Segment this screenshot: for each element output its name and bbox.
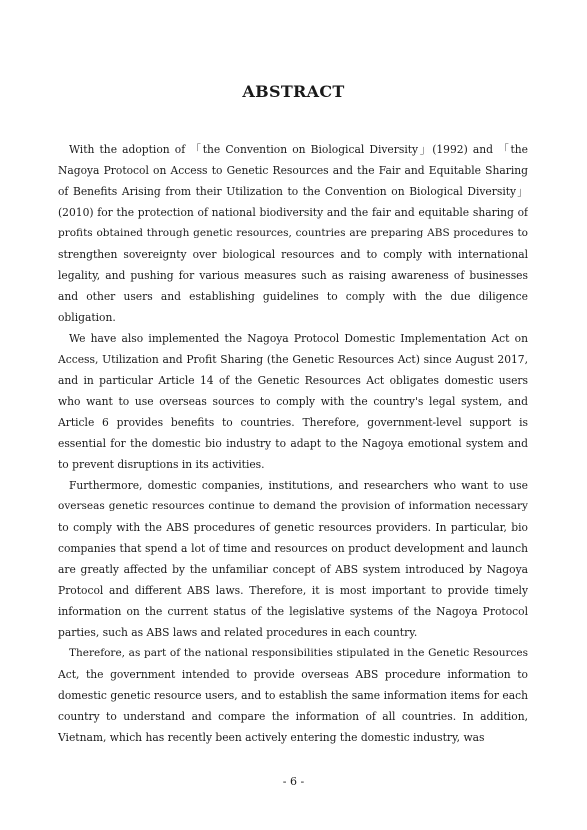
paragraph-line: are greatly affected by the unfamiliar concept of ABS system introduced by Nagoya <box>58 563 528 576</box>
paragraph-line: Article 6 provides benefits to countries. Therefore, government-level support is <box>58 416 528 429</box>
paragraph-line: and in particular Article 14 of the Genetic Resources Act obligates domestic users <box>58 374 528 387</box>
paragraph-line: country to understand and compare the information of all countries. In addition, <box>58 710 528 723</box>
abstract-paragraph <box>58 139 528 328</box>
paragraph-line: Therefore, as part of the national responsibilities stipulated in the Genetic Resources <box>69 647 528 659</box>
abstract-paragraph <box>58 328 528 475</box>
paragraph-line: Vietnam, which has recently been actively entering the domestic industry, was <box>58 731 485 744</box>
paragraph-line: to comply with the ABS procedures of genetic resources providers. In particular, bio <box>58 521 528 534</box>
paragraph-line: Access, Utilization and Profit Sharing (the Genetic Resources Act) since August 2017, <box>58 353 528 366</box>
paragraph-line: Furthermore, domestic companies, institutions, and researchers who want to use <box>69 479 528 492</box>
paragraph-line: domestic genetic resource users, and to establish the same information items for each <box>58 689 528 702</box>
abstract-body <box>58 139 528 748</box>
paragraph-line: parties, such as ABS laws and related procedures in each country. <box>58 626 418 639</box>
paragraph-line: strengthen sovereignty over biological resources and to comply with international <box>58 248 528 261</box>
abstract-paragraph <box>58 475 528 643</box>
page-number: - 6 - <box>282 775 305 788</box>
paragraph-line: Act, the government intended to provide overseas ABS procedure information to <box>58 668 528 681</box>
paragraph-line: With the adoption of 「the Convention on Biological Diversity」(1992) and 「the <box>69 143 528 156</box>
paragraph-line: and other users and establishing guidelines to comply with the due diligence <box>58 290 528 303</box>
abstract-paragraph <box>58 643 528 748</box>
paragraph-line: profits obtained through genetic resources, countries are preparing ABS procedures to <box>58 227 528 239</box>
paragraph-line: (2010) for the protection of national biodiversity and the fair and equitable sharing of <box>58 206 528 219</box>
paragraph-line: We have also implemented the Nagoya Protocol Domestic Implementation Act on <box>69 332 528 345</box>
paragraph-line: information on the current status of the legislative systems of the Nagoya Protocol <box>58 605 528 618</box>
paragraph-line: companies that spend a lot of time and resources on product development and launch <box>58 542 528 555</box>
paragraph-line: of Benefits Arising from their Utilization to the Convention on Biological Diversity」 <box>58 185 528 198</box>
paragraph-line: legality, and pushing for various measures such as raising awareness of businesses <box>58 269 528 282</box>
paragraph-line: who want to use overseas sources to comply with the country's legal system, and <box>58 395 528 408</box>
abstract-title: ABSTRACT <box>242 82 345 101</box>
paragraph-line: obligation. <box>58 311 116 324</box>
paragraph-line: Nagoya Protocol on Access to Genetic Resources and the Fair and Equitable Sharing <box>58 164 528 177</box>
paragraph-line: to prevent disruptions in its activities. <box>58 458 265 471</box>
paragraph-line: Protocol and different ABS laws. Therefore, it is most important to provide timely <box>58 584 528 597</box>
paragraph-line: essential for the domestic bio industry to adapt to the Nagoya emotional system and <box>58 437 528 450</box>
paragraph-line: overseas genetic resources continue to demand the provision of information necessary <box>58 500 528 512</box>
